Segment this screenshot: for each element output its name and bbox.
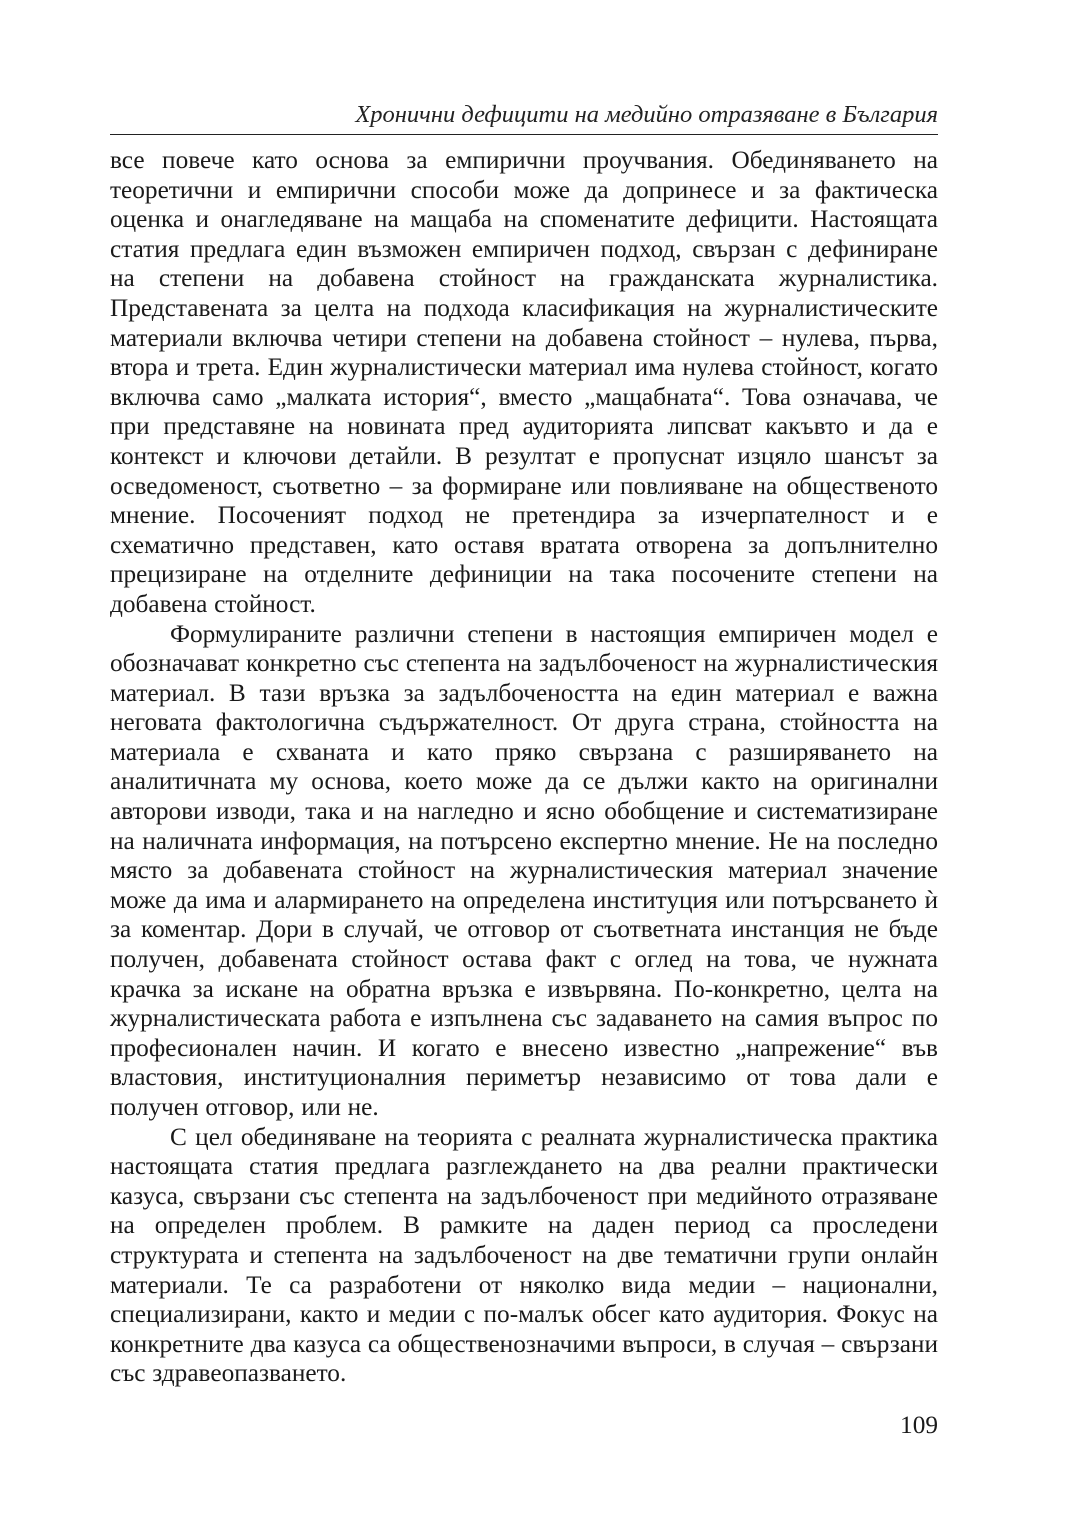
paragraph-2: Формулираните различни степени в настоящия емпиричен модел е обозначават конкретно със степента на задълбоченост на журналистическия материал. В тази връзка за задълбочеността на един материал е важна неговата фактологична съдържателност. От друга страна, стойността на материала е схваната и като пряко свързана с разширяването на аналитичната му основа, което може да се дължи както на оригинални авторови изводи, така и на нагледно и ясно обобщение и систематизиране на наличната информация, на потърсено експертно мнение. Не на последно място за добавената стойност на журналистическия материал значение може да има и алармирането на определена институция или потърсването ѝ за коментар. Дори в случай, че отговор от съответната инстанция не бъде получен, добавената стойност остава факт с оглед на това, че нужната крачка за искане на обратна връзка е извървяна. По-конкретно, целта на журналистическата работа е изпълнена със задаването на самия въпрос по професионален начин. И когато е внесено известно „напрежение“ във властовия, институционалния периметър независимо от това дали е получен отговор, или не. xyxy=(110,619,938,1121)
running-header xyxy=(110,100,938,135)
paragraph-1: все повече като основа за емпирични проучвания. Обединяването на теоретични и емпирични способи може да допринесе и за фактическа оценка и онагледяване на мащаба на споменатите дефицити. Настоящата статия предлага един възможен емпиричен подход, свързан с дефиниране на степени на добавена стойност на гражданската журналистика. Представената за целта на подхода класификация на журналистическите материали включва четири степени на добавена стойност – нулева, първа, втора и трета. Един журналистически материал има нулева стойност, когато включва само „малката история“, вместо „мащабната“. Това означава, че при представяне на новината пред аудиторията липсват какъвто и да е контекст и ключови детайли. В резултат е пропуснат изцяло шансът за осведоменост, съответно – за формиране или повлияване на общественото мнение. Посоченият подход не претендира за изчерпателност и е схематично представен, като оставя вратата отворена за допълнително прецизиране на отделните дефиниции на така посочените степени на добавена стойност. xyxy=(110,146,938,618)
article-body xyxy=(110,146,938,1389)
paragraph-3: С цел обединяване на теорията с реалната журналистическа практика настоящата статия предлага разглеждането на два реални практически казуса, свързани със степента на задълбоченост при медийното отразяване на определен проблем. В рамките на даден период са проследени структурата и степента на задълбоченост на две тематични групи онлайн материали. Те са разработени от няколко вида медии – национални, специализирани, както и медии с по-малък обсег като аудитория. Фокус на конкретните два казуса са общественозначими въпроси, в случая – свързани със здравеопазването. xyxy=(110,1122,938,1388)
running-header-title: Хронични дефицити на медийно отразяване в България xyxy=(355,101,938,128)
page-number: 109 xyxy=(900,1411,938,1439)
